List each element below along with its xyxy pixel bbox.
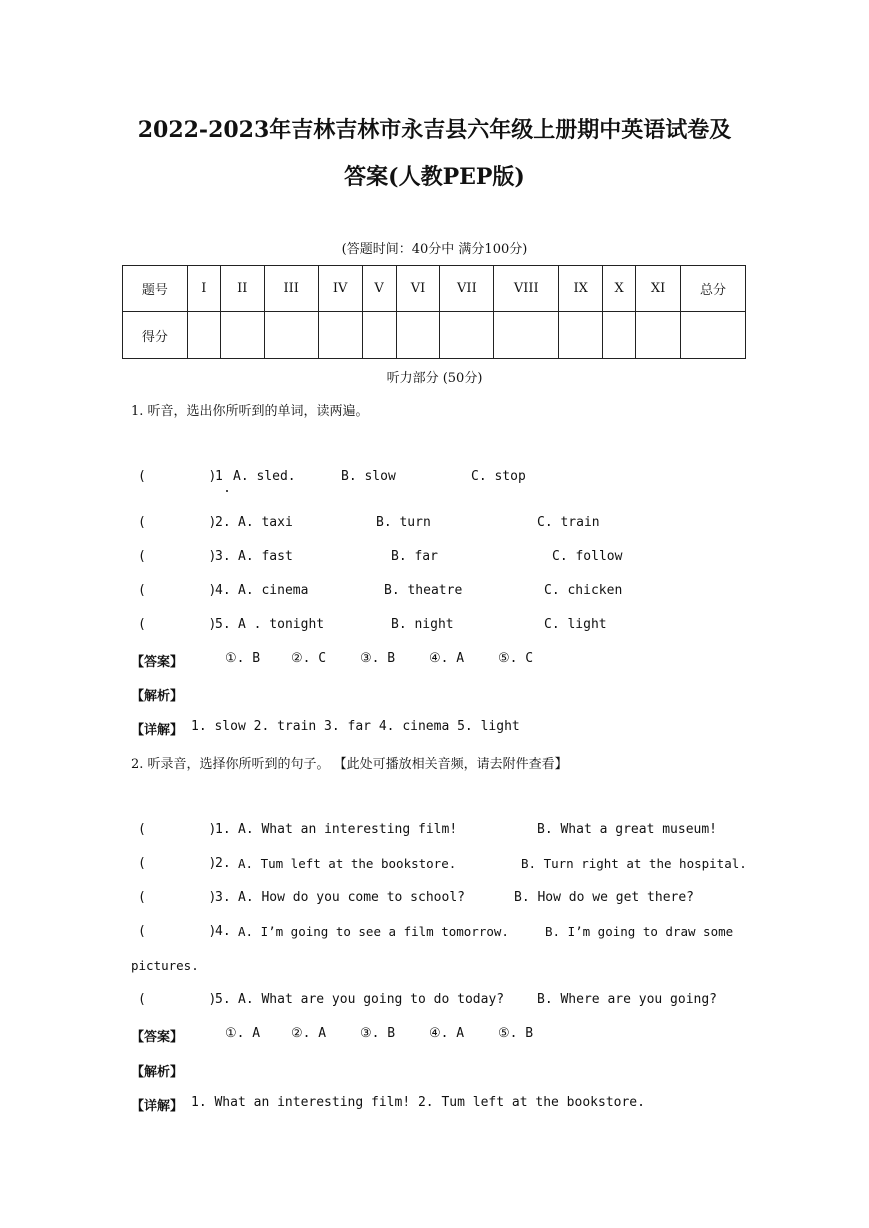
q2-detail-text: 1. What an interesting film! 2. Tum left at the bookstore. <box>191 1095 645 1110</box>
doc-title-line1: 2022-2023年吉林吉林市永吉县六年级上册期中英语试卷及 <box>137 117 732 143</box>
q1-answer-1: ①. B <box>225 651 261 666</box>
q2-answer-1: ①. A <box>225 1026 261 1041</box>
header-cell: IV <box>318 266 362 312</box>
q2-answer-5: ⑤. B <box>498 1026 534 1041</box>
q1-item4-option-a: A. cinema <box>238 583 309 598</box>
score-cell <box>681 312 746 359</box>
q1-item2-option-b: B. turn <box>376 515 431 530</box>
q1-answer-label: 【答案】 <box>131 655 184 670</box>
q1-item2-option-a: A. taxi <box>238 515 293 530</box>
score-cell <box>396 312 440 359</box>
header-cell: VII <box>440 266 494 312</box>
header-cell: IX <box>559 266 603 312</box>
q2-item4-option-a: A. I’m going to see a film tomorrow. <box>238 924 509 939</box>
score-cell <box>220 312 264 359</box>
q2-prompt: 2. 听录音，选择你所听到的句子。 【此处可播放相关音频，请去附件查看】 <box>131 757 568 772</box>
score-cell <box>440 312 494 359</box>
q2-item5-option-a: A. What are you going to do today? <box>238 992 505 1007</box>
q2-item1-num: 1. <box>215 822 231 837</box>
header-cell: VIII <box>494 266 559 312</box>
score-table-score-row <box>123 312 746 359</box>
q1-answer-4: ④. A <box>429 651 465 666</box>
q1-detail-text: 1. slow 2. train 3. far 4. cinema 5. light <box>191 719 520 734</box>
q1-answer-5: ⑤. C <box>498 651 534 666</box>
q1-item3-option-b: B. far <box>391 549 438 564</box>
q2-analysis-label: 【解析】 <box>131 1065 184 1080</box>
score-cell <box>603 312 636 359</box>
score-cell <box>318 312 362 359</box>
score-cell <box>362 312 396 359</box>
header-cell: V <box>362 266 396 312</box>
q2-item1-option-a: A. What an interesting film! <box>238 822 458 837</box>
q1-item1-option-c: C. stop <box>471 469 526 484</box>
q1-item3-num: 3. <box>215 549 231 564</box>
q2-item5-option-b: B. Where are you going? <box>537 992 718 1007</box>
q1-item3-option-c: C. follow <box>552 549 623 564</box>
section-title: 听力部分 (50分) <box>386 371 483 386</box>
q2-item3-option-a: A. How do you come to school? <box>238 890 465 905</box>
q1-item1-option-a: A. sled. <box>233 469 296 484</box>
score-cell <box>559 312 603 359</box>
q2-item1-option-b: B. What a great museum! <box>537 822 718 837</box>
q2-item2-paren: ( ) <box>138 856 217 871</box>
q1-item1-paren: ( ) <box>138 469 217 484</box>
q1-detail-label: 【详解】 <box>131 723 184 738</box>
score-cell <box>494 312 559 359</box>
q1-answer-2: ②. C <box>291 651 327 666</box>
q1-item2-option-c: C. train <box>537 515 600 530</box>
doc-title-line2: 答案(人教PEP版) <box>344 164 525 190</box>
q2-item2-option-a: A. Tum left at the bookstore. <box>238 856 457 871</box>
q1-item5-num: 5. <box>215 617 231 632</box>
header-cell: VI <box>396 266 440 312</box>
q2-item5-paren: ( ) <box>138 992 217 1007</box>
q2-item4-wrap: pictures. <box>131 958 199 973</box>
q2-item4-num: 4. <box>215 924 231 939</box>
score-table-header-row <box>123 266 746 312</box>
header-cell: 题号 <box>123 266 188 312</box>
q2-item3-option-b: B. How do we get there? <box>514 890 695 905</box>
mark-dot <box>226 490 228 492</box>
q1-item5-paren: ( ) <box>138 617 217 632</box>
q1-item3-option-a: A. fast <box>238 549 293 564</box>
q1-item2-paren: ( ) <box>138 515 217 530</box>
q1-item1-option-b: B. slow <box>341 469 396 484</box>
q1-prompt: 1. 听音，选出你所听到的单词，读两遍。 <box>131 404 369 419</box>
q2-answer-3: ③. B <box>360 1026 396 1041</box>
q1-item5-option-b: B. night <box>391 617 454 632</box>
q2-answer-4: ④. A <box>429 1026 465 1041</box>
header-cell: 总分 <box>681 266 746 312</box>
q2-item5-num: 5. <box>215 992 231 1007</box>
header-cell: III <box>264 266 318 312</box>
header-cell: II <box>220 266 264 312</box>
q2-item4-option-b: B. I’m going to draw some <box>545 924 734 939</box>
q2-answer-label: 【答案】 <box>131 1030 184 1045</box>
header-cell: XI <box>636 266 681 312</box>
q1-item5-option-a: A . tonight <box>238 617 325 632</box>
score-cell <box>636 312 681 359</box>
q2-item2-option-b: B. Turn right at the hospital. <box>521 856 747 871</box>
q2-item4-paren: ( ) <box>138 924 217 939</box>
score-cell <box>264 312 318 359</box>
header-cell: X <box>603 266 636 312</box>
score-cell <box>187 312 220 359</box>
header-cell: I <box>187 266 220 312</box>
score-table <box>122 265 746 359</box>
q1-item2-num: 2. <box>215 515 231 530</box>
score-row-label: 得分 <box>123 312 188 359</box>
q1-item4-option-b: B. theatre <box>384 583 463 598</box>
q1-answer-3: ③. B <box>360 651 396 666</box>
q1-item4-num: 4. <box>215 583 231 598</box>
q2-item3-num: 3. <box>215 890 231 905</box>
q2-answer-2: ②. A <box>291 1026 327 1041</box>
q1-item4-paren: ( ) <box>138 583 217 598</box>
q2-item2-num: 2. <box>215 856 231 871</box>
q2-item1-paren: ( ) <box>138 822 217 837</box>
exam-time-note: (答题时间：40分中 满分100分) <box>341 242 528 257</box>
q1-item5-option-c: C. light <box>544 617 607 632</box>
q1-item1-num: 1 <box>215 469 223 484</box>
q1-analysis-label: 【解析】 <box>131 689 184 704</box>
q1-item4-option-c: C. chicken <box>544 583 623 598</box>
q1-item3-paren: ( ) <box>138 549 217 564</box>
q2-detail-label: 【详解】 <box>131 1099 184 1114</box>
q2-item3-paren: ( ) <box>138 890 217 905</box>
